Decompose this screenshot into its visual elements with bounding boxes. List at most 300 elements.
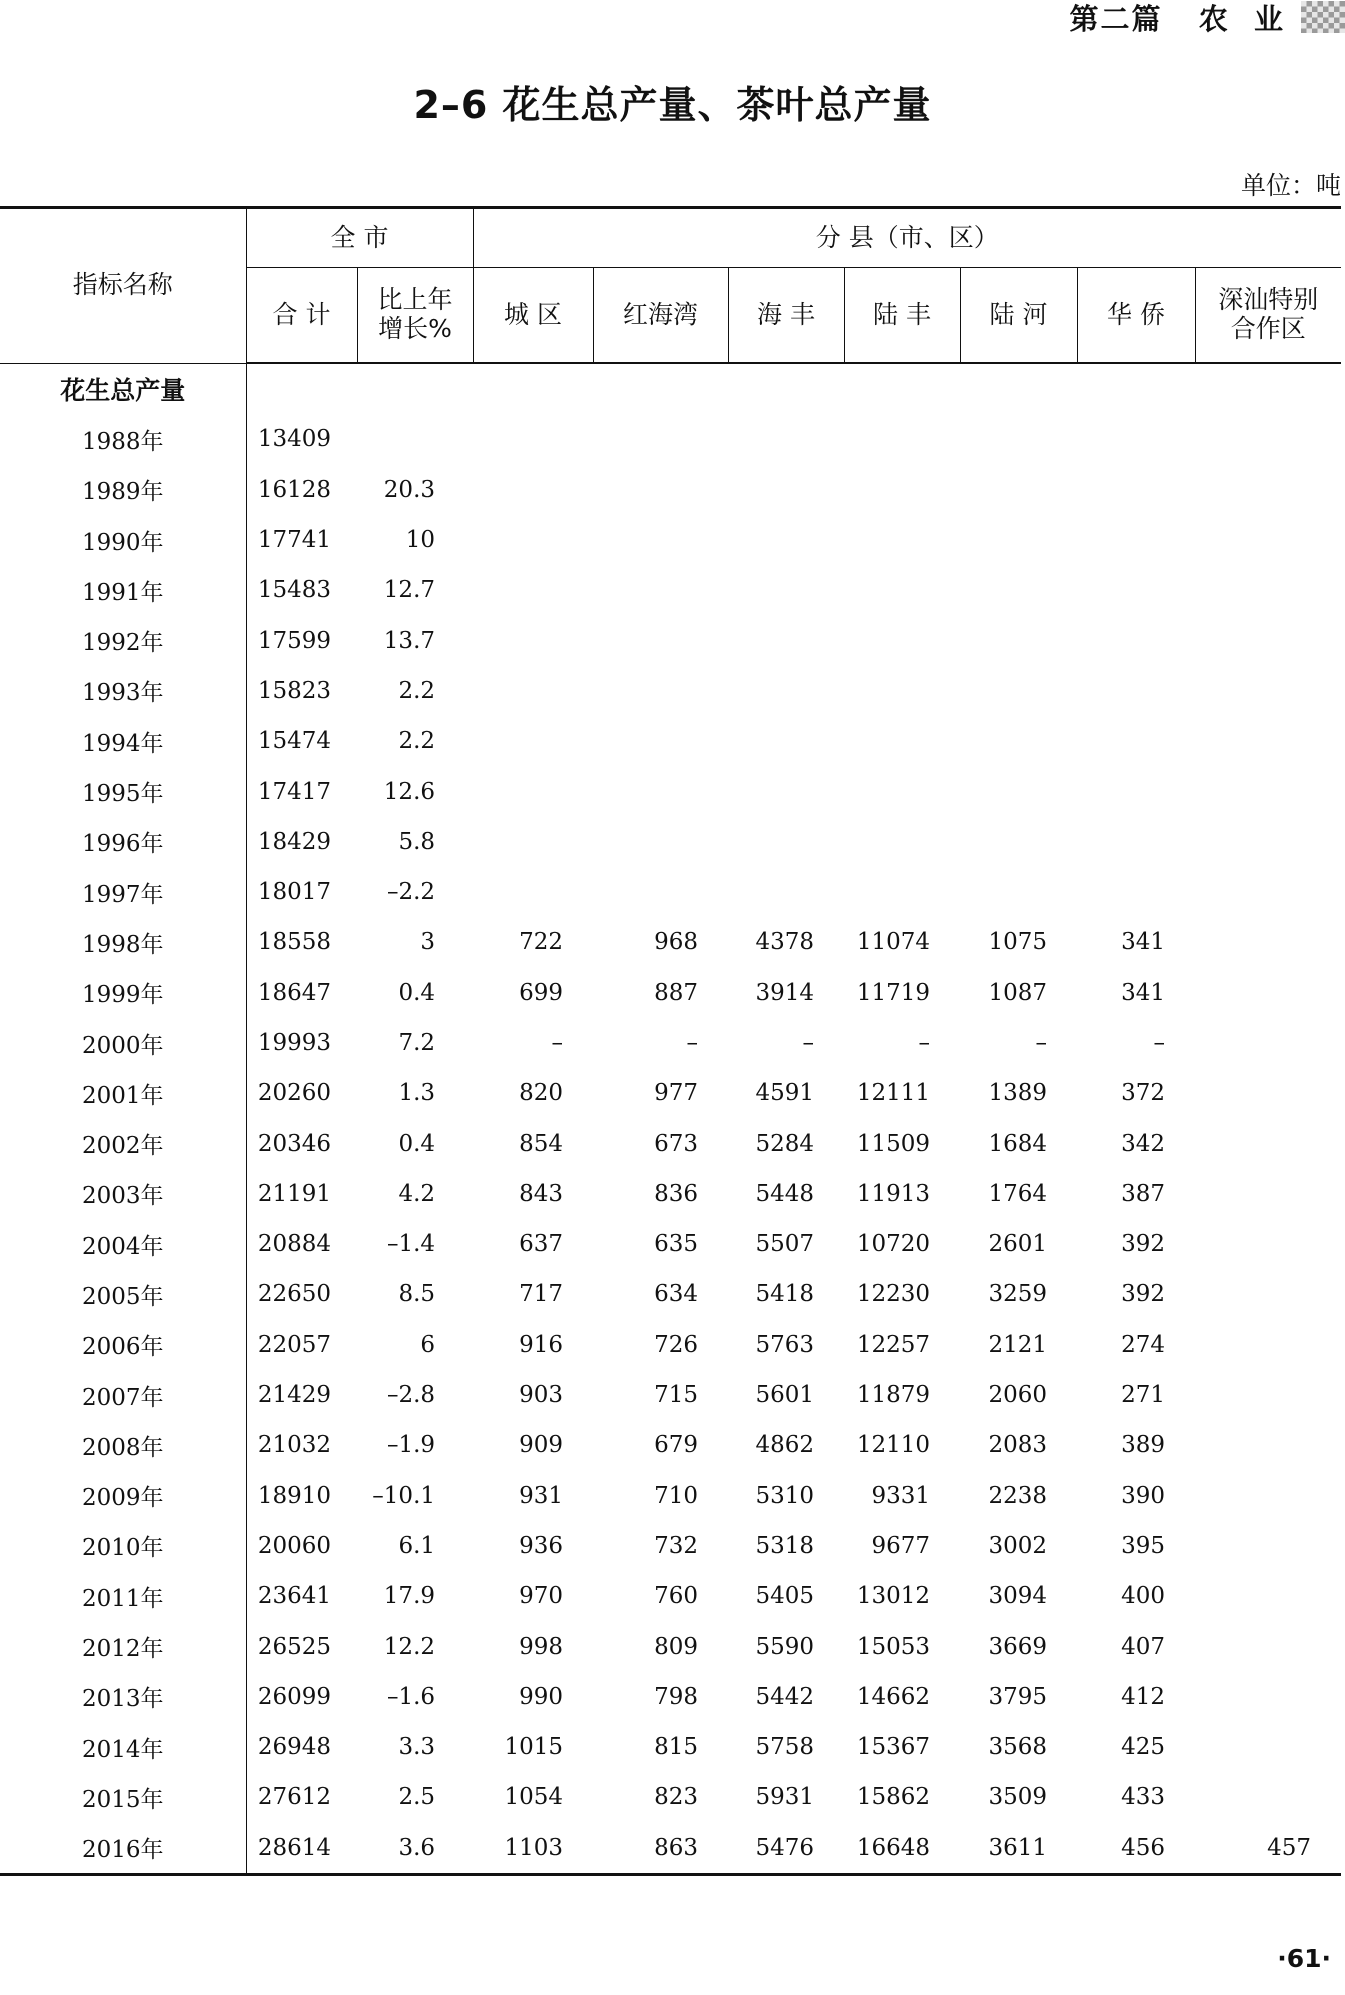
table-cell <box>844 867 960 917</box>
table-cell: 395 <box>1121 1532 1166 1559</box>
table-cell: 990 <box>519 1683 564 1710</box>
table-row <box>0 615 1341 665</box>
table-cell <box>593 716 728 766</box>
table-cell <box>1195 1219 1341 1269</box>
column-header-lufeng: 陆 丰 <box>844 268 960 364</box>
row-year-label: 1997年 <box>0 867 246 917</box>
table-cell <box>960 716 1077 766</box>
table-cell: 3.3 <box>398 1734 436 1761</box>
table-cell <box>844 414 960 464</box>
table-cell: 5476 <box>728 1823 844 1875</box>
table-cell: 20884 <box>257 1231 331 1258</box>
table-cell <box>1195 968 1341 1018</box>
table-cell <box>1195 1018 1341 1068</box>
table-cell: –1.9 <box>386 1432 436 1459</box>
table-cell: 809 <box>654 1633 699 1660</box>
table-cell: 2121 <box>988 1331 1048 1358</box>
table-cell <box>1195 917 1341 967</box>
table-row <box>0 1521 1341 1571</box>
table-cell: 3 <box>420 929 436 956</box>
table-cell <box>593 414 728 464</box>
table-cell: 0.4 <box>398 1130 436 1157</box>
table-row <box>0 1571 1341 1621</box>
table-cell: 722 <box>519 929 564 956</box>
row-year-label: 1998年 <box>0 917 246 967</box>
table-cell: 17417 <box>257 778 331 805</box>
table-row <box>0 1068 1341 1118</box>
table-cell: 2601 <box>988 1231 1048 1258</box>
table-cell: 392 <box>1121 1281 1166 1308</box>
table-cell: 2.5 <box>398 1784 436 1811</box>
table-cell: 389 <box>1121 1432 1166 1459</box>
table-cell: 3259 <box>988 1281 1048 1308</box>
table-cell: 23641 <box>257 1583 331 1610</box>
table-row <box>0 817 1341 867</box>
table-cell: 18017 <box>257 879 331 906</box>
table-cell: 17.9 <box>383 1583 436 1610</box>
table-cell: 10 <box>405 527 436 554</box>
row-year-label: 2005年 <box>0 1269 246 1319</box>
table-row <box>0 766 1341 816</box>
table-cell <box>357 414 473 464</box>
row-year-label: 1993年 <box>0 666 246 716</box>
table-cell <box>960 766 1077 816</box>
row-year-label: 2001年 <box>0 1068 246 1118</box>
table-cell: 12111 <box>856 1080 931 1107</box>
table-cell: 1087 <box>988 979 1048 1006</box>
table-cell: 854 <box>519 1130 564 1157</box>
table-row <box>0 1471 1341 1521</box>
table-cell <box>844 817 960 867</box>
column-header-shenshan: 深汕特别 合作区 <box>1195 268 1341 364</box>
table-cell: 8.5 <box>398 1281 436 1308</box>
table-cell: 21191 <box>257 1180 331 1207</box>
table-cell: 456 <box>1077 1823 1195 1875</box>
table-cell: 11913 <box>856 1180 931 1207</box>
table-row <box>0 1672 1341 1722</box>
table-cell <box>1077 515 1195 565</box>
table-cell: 11074 <box>856 929 931 956</box>
table-cell <box>473 465 593 515</box>
row-year-label: 2009年 <box>0 1471 246 1521</box>
table-cell: 673 <box>654 1130 699 1157</box>
table-cell <box>473 817 593 867</box>
table-cell: 931 <box>519 1482 564 1509</box>
table-cell: 20346 <box>257 1130 331 1157</box>
table-cell <box>1195 1370 1341 1420</box>
table-row <box>0 1018 1341 1068</box>
table-row <box>0 867 1341 917</box>
table-cell <box>593 515 728 565</box>
table-cell: 798 <box>654 1683 699 1710</box>
row-year-label: 1989年 <box>0 465 246 515</box>
column-header-total: 合 计 <box>246 268 357 364</box>
table-cell <box>1077 666 1195 716</box>
row-year-label: 1999年 <box>0 968 246 1018</box>
table-cell <box>960 414 1077 464</box>
table-cell: 3.6 <box>357 1823 473 1875</box>
table-cell: 274 <box>1121 1331 1166 1358</box>
table-cell: 17741 <box>257 527 331 554</box>
row-year-label: 2008年 <box>0 1420 246 1470</box>
table-cell: 4378 <box>755 929 815 956</box>
table-cell: 457 <box>1195 1823 1341 1875</box>
table-cell: 18910 <box>257 1482 331 1509</box>
row-year-label: 2002年 <box>0 1118 246 1168</box>
table-cell: 5448 <box>755 1180 815 1207</box>
table-cell: 5507 <box>755 1231 815 1258</box>
table-cell: 13012 <box>856 1583 931 1610</box>
table-cell: 12.6 <box>383 778 436 805</box>
table-cell <box>1077 817 1195 867</box>
table-cell: 5405 <box>755 1583 815 1610</box>
row-year-label: 2011年 <box>0 1571 246 1621</box>
column-header-growth: 比上年 增长% <box>357 268 473 364</box>
page-number: ·61· <box>1277 1944 1331 1973</box>
table-cell <box>844 766 960 816</box>
table-cell: 4591 <box>755 1080 815 1107</box>
table-cell: 970 <box>519 1583 564 1610</box>
row-year-label: 2010年 <box>0 1521 246 1571</box>
table-cell: 20060 <box>257 1532 331 1559</box>
table-row <box>0 1823 1341 1875</box>
table-cell: 26948 <box>257 1734 331 1761</box>
row-year-label: 2015年 <box>0 1772 246 1822</box>
column-header-huaqiao: 华 侨 <box>1077 268 1195 364</box>
row-year-label: 2013年 <box>0 1672 246 1722</box>
page-title: 2–6 花生总产量、茶叶总产量 <box>413 83 932 127</box>
table-cell: 11719 <box>856 979 931 1006</box>
table-row <box>0 465 1341 515</box>
table-cell <box>473 414 593 464</box>
table-cell: 5758 <box>755 1734 815 1761</box>
table-cell <box>473 867 593 917</box>
table-cell <box>473 716 593 766</box>
table-cell <box>728 565 844 615</box>
table-cell <box>728 867 844 917</box>
table-cell <box>1195 1269 1341 1319</box>
table-cell: 17599 <box>257 627 331 654</box>
column-header-luhe: 陆 河 <box>960 268 1077 364</box>
table-cell: – <box>802 1030 815 1056</box>
table-cell: 26099 <box>257 1683 331 1710</box>
table-cell <box>728 766 844 816</box>
table-cell <box>473 666 593 716</box>
table-cell: 425 <box>1121 1734 1166 1761</box>
table-cell <box>1077 716 1195 766</box>
table-cell: 15483 <box>257 577 331 604</box>
table-cell <box>1195 867 1341 917</box>
indicator-name-header: 指标名称 <box>0 208 246 364</box>
table-cell: 27612 <box>257 1784 331 1811</box>
table-cell: 13409 <box>257 426 331 453</box>
table-row <box>0 414 1341 464</box>
table-row <box>0 1118 1341 1168</box>
table-cell: 21032 <box>257 1432 331 1459</box>
table-cell: 15823 <box>257 677 331 704</box>
table-cell: 18558 <box>257 929 331 956</box>
row-year-label: 2006年 <box>0 1320 246 1370</box>
table-cell <box>728 615 844 665</box>
table-cell: 863 <box>593 1823 728 1875</box>
table-cell: 916 <box>519 1331 564 1358</box>
table-cell: 717 <box>519 1281 564 1308</box>
table-cell: 2060 <box>988 1382 1048 1409</box>
table-cell <box>728 465 844 515</box>
table-row <box>0 1269 1341 1319</box>
table-cell: 3669 <box>988 1633 1048 1660</box>
table-cell <box>1195 1471 1341 1521</box>
table-cell: 1764 <box>988 1180 1048 1207</box>
table-cell: 372 <box>1121 1080 1166 1107</box>
table-cell: 3094 <box>988 1583 1048 1610</box>
table-row <box>0 1320 1341 1370</box>
table-cell <box>1195 1571 1341 1621</box>
table-cell <box>1195 766 1341 816</box>
table-cell: – <box>1035 1030 1048 1056</box>
table-cell: 22057 <box>257 1331 331 1358</box>
table-cell <box>1195 1722 1341 1772</box>
table-cell: 637 <box>519 1231 564 1258</box>
row-year-label: 2000年 <box>0 1018 246 1068</box>
table-cell: 11879 <box>856 1382 931 1409</box>
table-cell: 26525 <box>257 1633 331 1660</box>
table-cell: 12257 <box>856 1331 931 1358</box>
table-row <box>0 917 1341 967</box>
table-cell <box>1195 1521 1341 1571</box>
table-cell: 20.3 <box>383 476 436 503</box>
table-cell: 5.8 <box>398 828 436 855</box>
table-cell: 2.2 <box>398 728 436 755</box>
table-row <box>0 1169 1341 1219</box>
table-cell <box>1195 515 1341 565</box>
table-cell: 3509 <box>988 1784 1048 1811</box>
table-cell: 342 <box>1121 1130 1166 1157</box>
table-cell: 4862 <box>755 1432 815 1459</box>
table-row <box>0 1621 1341 1671</box>
table-cell <box>473 615 593 665</box>
table-cell <box>1077 414 1195 464</box>
table-cell: 710 <box>654 1482 699 1509</box>
table-cell <box>593 615 728 665</box>
city-group-header: 全 市 <box>246 208 473 268</box>
table-cell <box>844 615 960 665</box>
table-cell: 14662 <box>856 1683 931 1710</box>
table-cell: 3795 <box>988 1683 1048 1710</box>
table-cell <box>960 867 1077 917</box>
table-cell <box>1077 615 1195 665</box>
table-cell: 15367 <box>856 1734 931 1761</box>
table-cell: 11509 <box>856 1130 931 1157</box>
table-cell <box>728 716 844 766</box>
table-cell <box>1195 666 1341 716</box>
table-cell: 5284 <box>755 1130 815 1157</box>
table-cell: 28614 <box>246 1823 357 1875</box>
table-cell <box>960 666 1077 716</box>
table-cell: – <box>1153 1030 1166 1056</box>
table-cell: 936 <box>519 1532 564 1559</box>
table-cell <box>844 716 960 766</box>
table-cell: 715 <box>654 1382 699 1409</box>
table-row <box>0 1722 1341 1772</box>
row-year-label: 2004年 <box>0 1219 246 1269</box>
table-cell: 15053 <box>856 1633 931 1660</box>
table-cell: 909 <box>519 1432 564 1459</box>
running-header <box>1070 0 1345 34</box>
row-year-label: 1990年 <box>0 515 246 565</box>
table-cell <box>1195 1068 1341 1118</box>
table-cell: 2238 <box>988 1482 1048 1509</box>
table-cell: 22650 <box>257 1281 331 1308</box>
section-title: 第二篇 农 业 <box>1069 1 1285 36</box>
table-cell: 18429 <box>257 828 331 855</box>
table-cell <box>1077 766 1195 816</box>
table-cell: – <box>551 1030 564 1056</box>
table-cell <box>1195 1169 1341 1219</box>
table-cell <box>593 465 728 515</box>
table-cell <box>1195 1420 1341 1470</box>
column-header-honghaiwan: 红海湾 <box>593 268 728 364</box>
table-cell: 2.2 <box>398 677 436 704</box>
table-row <box>0 1772 1341 1822</box>
column-header-haifeng: 海 丰 <box>728 268 844 364</box>
table-cell: 16648 <box>844 1823 960 1875</box>
checker-pattern-icon <box>1301 1 1345 33</box>
table-row <box>0 1370 1341 1420</box>
table-cell <box>960 615 1077 665</box>
table-cell <box>1195 615 1341 665</box>
table-cell: 760 <box>654 1583 699 1610</box>
table-cell: 1389 <box>988 1080 1048 1107</box>
table-cell: 12.7 <box>383 577 436 604</box>
row-year-label: 2007年 <box>0 1370 246 1420</box>
table-cell: 1684 <box>988 1130 1048 1157</box>
table-cell: 977 <box>654 1080 699 1107</box>
section-label: 花生总产量 <box>0 363 246 414</box>
table-cell <box>593 766 728 816</box>
table-cell: 407 <box>1121 1633 1166 1660</box>
column-header-chengqu: 城 区 <box>473 268 593 364</box>
table-cell: 10720 <box>856 1231 931 1258</box>
row-year-label: 1988年 <box>0 414 246 464</box>
table-cell: 699 <box>519 979 564 1006</box>
table-cell: 3914 <box>755 979 815 1006</box>
table-cell: 903 <box>519 1382 564 1409</box>
row-year-label: 2016年 <box>0 1823 246 1875</box>
unit-label: 单位：吨 <box>1240 171 1341 200</box>
table-cell <box>1195 716 1341 766</box>
table-cell: 887 <box>654 979 699 1006</box>
table-cell <box>728 817 844 867</box>
table-cell: 12.2 <box>383 1633 436 1660</box>
table-row <box>0 1420 1341 1470</box>
table-cell <box>1195 1672 1341 1722</box>
table-cell: – <box>918 1030 931 1056</box>
table-cell: 341 <box>1121 929 1166 956</box>
table-cell: 998 <box>519 1633 564 1660</box>
table-cell: 968 <box>654 929 699 956</box>
table-cell <box>1195 817 1341 867</box>
table-cell: 5310 <box>755 1482 815 1509</box>
table-cell: 5442 <box>755 1683 815 1710</box>
table-cell <box>728 666 844 716</box>
table-cell <box>1195 465 1341 515</box>
row-year-label: 1996年 <box>0 817 246 867</box>
row-year-label: 1994年 <box>0 716 246 766</box>
table-cell: –2.2 <box>386 879 436 906</box>
table-cell <box>473 766 593 816</box>
table-cell <box>593 867 728 917</box>
table-cell: 634 <box>654 1281 699 1308</box>
table-cell <box>473 565 593 615</box>
table-cell <box>593 817 728 867</box>
table-cell <box>960 465 1077 515</box>
table-cell: 400 <box>1121 1583 1166 1610</box>
table-cell: 433 <box>1121 1784 1166 1811</box>
table-cell <box>593 565 728 615</box>
table-cell <box>960 515 1077 565</box>
table-cell: 3611 <box>960 1823 1077 1875</box>
table-cell: 5590 <box>755 1633 815 1660</box>
table-cell: 5318 <box>755 1532 815 1559</box>
table-cell: 12230 <box>856 1281 931 1308</box>
table-cell: – <box>686 1030 699 1056</box>
row-year-label: 1995年 <box>0 766 246 816</box>
row-year-label: 2003年 <box>0 1169 246 1219</box>
table-cell: 16128 <box>257 476 331 503</box>
table-cell: 15862 <box>856 1784 931 1811</box>
table-cell <box>844 465 960 515</box>
table-cell: 4.2 <box>398 1180 436 1207</box>
table-row <box>0 1219 1341 1269</box>
table-cell <box>960 565 1077 615</box>
table-cell: 3002 <box>988 1532 1048 1559</box>
table-cell <box>1195 1320 1341 1370</box>
table-row <box>0 716 1341 766</box>
table-cell: 726 <box>654 1331 699 1358</box>
row-year-label: 2012年 <box>0 1621 246 1671</box>
table-cell: –2.8 <box>386 1382 436 1409</box>
table-cell: –1.4 <box>386 1231 436 1258</box>
table-cell <box>844 515 960 565</box>
table-row <box>0 515 1341 565</box>
row-year-label: 1991年 <box>0 565 246 615</box>
table-cell: 1103 <box>473 1823 593 1875</box>
table-cell <box>1195 1118 1341 1168</box>
table-cell: 6.1 <box>398 1532 436 1559</box>
table-cell: 412 <box>1121 1683 1166 1710</box>
table-cell: 18647 <box>257 979 331 1006</box>
row-year-label: 2014年 <box>0 1722 246 1772</box>
county-group-header: 分 县（市、区） <box>473 208 1341 268</box>
table-row <box>0 666 1341 716</box>
table-cell: 836 <box>654 1180 699 1207</box>
table-cell: 1075 <box>988 929 1048 956</box>
table-cell: 19993 <box>257 1030 331 1056</box>
table-cell <box>960 817 1077 867</box>
table-cell <box>844 666 960 716</box>
table-cell: 820 <box>519 1080 564 1107</box>
table-cell: 13.7 <box>383 627 436 654</box>
table-cell: 679 <box>654 1432 699 1459</box>
table-cell: 5418 <box>755 1281 815 1308</box>
table-cell: 390 <box>1121 1482 1166 1509</box>
table-cell: 5601 <box>755 1382 815 1409</box>
table-row <box>0 968 1341 1018</box>
section-row <box>0 363 1341 414</box>
table-cell: 20260 <box>257 1080 331 1107</box>
table-cell: –1.6 <box>386 1683 436 1710</box>
